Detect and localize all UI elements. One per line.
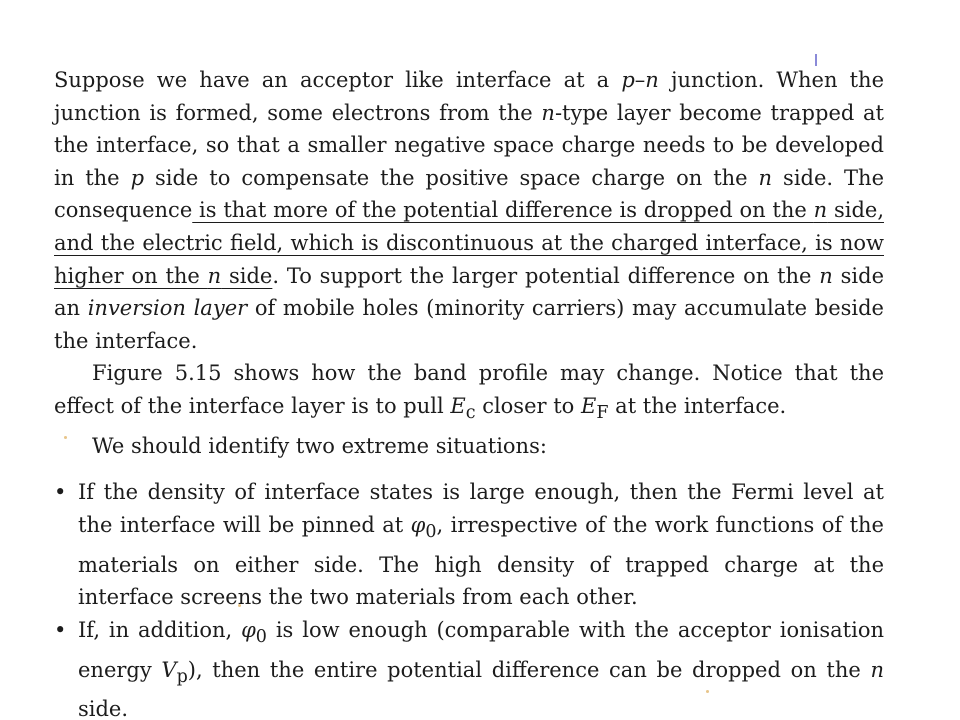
underlined-passage: is that more of the potential difference is dropped on the n side, and the electric field, which is discontinuous at the charged interface, is now higher on the n side: [54, 198, 884, 288]
list-item: • If the density of interface states is large enough, then the Fermi level at the interface will be pinned at $\varphi_0$, irrespective of the work functions of the materials on either side. The high density of trapped charge at the interface screens the two materials from each other.: [54, 476, 884, 614]
list-item: • If, in addition, $\varphi_0$ is low enough (comparable with the acceptor ionisation energy $V_p$), then the entire potential difference can be dropped on the n side.: [54, 614, 884, 720]
paragraph-1: Suppose we have an acceptor like interface at a p–n junction. When the junction is formed, some electrons from the n-type layer become trapped at the interface, so that a smaller negative space charge needs to be developed in the p side to compensate the positive space charge on the n side. The consequence is that more of the potential difference is dropped on the n side, and the electric field, which is discontinuous at the charged interface, is now higher on the n side. To support the larger potential difference on the n side an inversion layer of mobile holes (minority carriers) may accumulate beside the interface.: [54, 68, 884, 353]
paragraph-2: Figure 5.15 shows how the band profile may change. Notice that the effect of the interface layer is to pull $E_c$ closer to $E_F$ at the interface.: [54, 361, 884, 424]
paragraph-3: We should identify two extreme situations:: [92, 433, 547, 458]
bullet-list: [54, 476, 884, 720]
bullet-icon: •: [54, 480, 67, 505]
bullet-icon: •: [54, 617, 67, 642]
text-block: [54, 64, 884, 720]
